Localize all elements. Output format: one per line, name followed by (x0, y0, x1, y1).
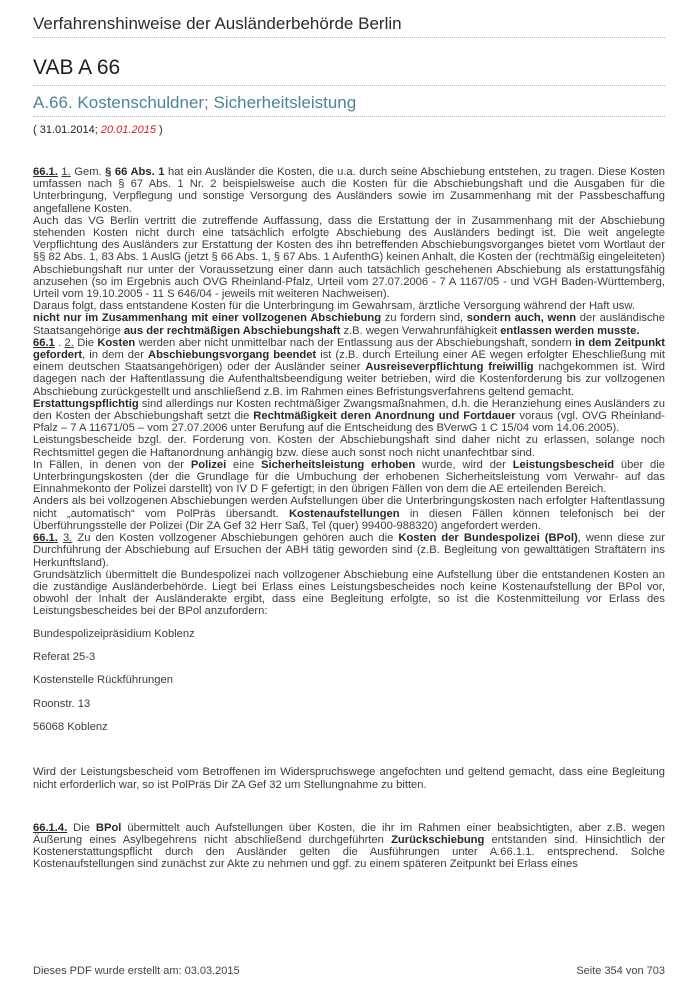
text: entstanden sind. Hinsichtlich der Kostenerstattungspflicht durch den Ausländer gelten die Ausführungen unter A.66.1.1. entsprechend. Solche Kostenaufstellungen sind zunächst zur Akte zu nehmen und ggf. zu einem späteren Zeitpunkt bei Erlass eines (33, 834, 665, 871)
date-line (33, 124, 163, 136)
date-updated: 20.01.2015 (100, 124, 156, 136)
text: Die (67, 821, 96, 834)
text: der ausländische Staatsangehörige (33, 312, 665, 337)
address-line: 56068 Koblenz (33, 721, 108, 734)
spacer (33, 744, 665, 766)
date-open: ( 31.01.2014; (33, 124, 101, 136)
section-ref: 66.1 (33, 336, 55, 349)
text: werden aber nicht unmittelbar nach der Entlassung aus der Abschiebungshaft, sondern (135, 336, 576, 349)
address-line: Kostenstelle Rückführungen (33, 674, 173, 687)
bold-text: BPol (95, 821, 122, 834)
bold-text: § 66 Abs. 1 (105, 166, 165, 178)
text: In Fällen, in denen von der (33, 458, 191, 471)
bold-text: nicht nur im Zusammenhang mit einer vollzogenen Abschiebung (33, 312, 382, 325)
bold-text: Leistungsbescheid (512, 458, 615, 471)
bold-text: Abschiebungsvorgang beendet (148, 349, 317, 362)
document-page (33, 0, 665, 990)
section-ref: 66.1. (33, 166, 58, 178)
bold-text: Polizei (190, 458, 227, 471)
paragraph-anders-als (33, 495, 665, 532)
paragraph-in-faellen (33, 459, 665, 496)
text: nachgekommen ist. Wird dagegen nach der Haftentlassung die Aufenthaltsbeendigung weiter betrieben, wird die Kostenforderung bis zur vollzogenen Abschiebung zurückgestellt und anschließend z.B. im Rahmen eines Befristungsverfahrens geltend gemacht. (33, 361, 666, 398)
section-title: A.66. Kostenschuldner; Sicherheitsleistung (33, 93, 357, 112)
title-divider (33, 85, 665, 86)
address-line: Roonstr. 13 (33, 697, 91, 710)
bold-text: Kosten (97, 336, 136, 349)
section-number: 3. (62, 532, 73, 545)
bold-text: Zurückschiebung (391, 834, 485, 847)
text: Zu den Kosten vollzogener Abschiebungen gehören auch die (72, 532, 399, 545)
paragraph-widerspruch: Wird der Leistungsbescheid vom Betroffenen im Widerspruchswege angefochten und geltend gemacht, dass eine Begleitung nicht erforderlich war, so ist PolPräs Dir ZA Gef 32 um Stellungnahme zu bitten. (33, 766, 665, 791)
paragraph-vg-berlin: Auch das VG Berlin vertritt die zutreffende Auffassung, dass die Erstattung der in Zusammenhang mit der Abschiebung stehenden Kosten nicht durch eine tatsächlich erfolgte Abschiebung des Ausländers bedingt ist. Die weit angelegte Verpflichtung des Ausländers zur Erstattung der Kosten des ihn betreffenden Abschiebungsvorganges bietet vom Wortlaut der §§ 82 Abs. 1, 83 Abs. 1 AuslG (jetzt § 66 Abs. 1, § 67 Abs. 1 AufenthG) keinen Anhalt, die Kosten der (rechtmäßig eingeleiteten) Abschiebungshaft nur unter der Voraussetzung einer dann auch tatsächlich geschehenen Abschiebung als erstattungsfähig anzusehen (so im Ergebnis auch OVG Rheinland-Pfalz, Urteil vom 27.07.2006 - 7 A 1167/05 - und VGH Baden-Württemberg, Urteil vom 19.10.2005 - 11 S 646/04 - jeweils mit weiteren Nachweisen). (33, 214, 665, 301)
text: übermittelt auch Aufstellungen über Kosten, die ihr im Rahmen einer beabsichtigten, aber z.B. wegen Äußerung eines Asylbegehrens nicht abschließend durchgeführten (33, 821, 665, 847)
document-title: VAB A 66 (33, 56, 121, 79)
bold-text: Ausreiseverpflichtung freiwillig (365, 361, 534, 374)
text: , in dem der (82, 349, 149, 362)
text: z.B. wegen Verwahrunfähigkeit (340, 324, 501, 337)
text: in diesen Fällen können telefonisch bei der Überführungsstelle der Polizei (Dir ZA Gef 32 Herr Saß, Tel (quer) 99400-988320) angefordert werden. (33, 507, 665, 532)
running-header: Verfahrenshinweise der Ausländerbehörde Berlin (33, 14, 402, 33)
section-number: 2. (64, 336, 74, 349)
text: wurde, wird der (415, 458, 513, 471)
section-ref: 66.1. (33, 532, 58, 545)
section-ref: 66.1.4. (33, 821, 68, 834)
text: über die Unterbringungskosten (der die Grundlage für die Umbuchung der erhobenen Sicherheitsleistung vom Verwahr- auf das Einnahmekonto der Polizei darstellt) von IV D F gefertigt; in den übrigen Fällen von dem die AE erteilenden Bereich. (33, 458, 665, 496)
text: . (54, 336, 65, 349)
paragraph-grundsaetzlich: Grundsätzlich übermittelt die Bundespolizei nach vollzogener Abschiebung eine Aufstellung über die entstandenen Kosten an die zuständige Ausländerbehörde. Liegt bei Erlass eines Leistungsbescheides noch keine Kostenaufstellung der BPol vor, obwohl der Inhalt der Ausländerakte ergibt, dass eine Begleitung erfolgte, so ist die Kostenmitteilung vor Erlass des Leistungsbescheides bei der BPol anzufordern: (33, 568, 665, 618)
footer-created-date: Dieses PDF wurde erstellt am: 03.03.2015 (33, 965, 240, 977)
text: eine (226, 458, 262, 471)
bold-text: Erstattungspflichtig (33, 397, 139, 410)
bold-text: aus der rechtmäßigen Abschiebungshaft (123, 324, 341, 337)
paragraph-leistungsbescheide: Leistungsbescheide bzgl. der. Forderung von. Kosten der Abschiebungshaft sind daher nicht zu erlassen, solange noch Rechtsmittel gegen die Haftanordnung anhängig bzw. diese auch sonst noch nicht unanfechtbar sind. (33, 434, 665, 459)
bold-text: entlassen werden musste. (500, 324, 640, 337)
bold-text: Sicherheitsleistung erhoben (261, 458, 416, 471)
section-divider (33, 116, 665, 117)
paragraph-66-1-2 (33, 337, 665, 398)
section-number: 1. (61, 166, 71, 178)
text: Anders als bei vollzogenen Abschiebungen werden Aufstellungen über die Unterbringungskosten nach erfolgter Haftentlassung nicht „automatisch“ vom PolPräs übersandt. (33, 495, 665, 520)
bold-text: Rechtmäßigkeit deren Anordnung und Fortdauer (253, 410, 516, 423)
text: , wenn diese zur Durchführung der Abschiebung auf Ersuchen der ABH tätig geworden sind (z.B. Begleitung von gewalttätigen Straftätern ins Herkunftsland). (33, 532, 665, 569)
paragraph-nicht-nur (33, 312, 665, 336)
text: zu fordern sind, (381, 312, 467, 325)
body-text (33, 166, 665, 871)
spacer (33, 791, 665, 822)
bold-text: Kostenaufstellungen (288, 507, 400, 520)
text: Gem. (70, 166, 106, 178)
address-line: Bundespolizeipräsidium Koblenz (33, 627, 195, 640)
paragraph-66-1-4 (33, 822, 665, 871)
paragraph-daraus-folgt: Daraus folgt, dass entstandene Kosten für die Unterbringung im Gewahrsam, ärztliche Versorgung während der Haft usw. (33, 300, 635, 313)
paragraph-66-1-3 (33, 532, 665, 569)
paragraph-66-1-1 (33, 166, 665, 215)
date-close: ) (155, 124, 163, 136)
text: ist (z.B. durch Erteilung einer AE wegen erfolgter Eheschließung mit einem deutschen Staatsangehörigen) oder der Ausländer seiner (33, 349, 665, 374)
bold-text: in dem Zeitpunkt gefordert (33, 336, 665, 362)
text: voraus (vgl. OVG Rheinland-Pfalz – 7 A 11671/05 – vom 27.07.2006 unter Berufung auf die Entscheidung des BVerwG 1 C 15/04 vom 14.06.2005). (33, 410, 665, 435)
address-block (33, 628, 665, 734)
bold-text: sondern auch, wenn (466, 312, 577, 325)
text: Die (73, 336, 98, 349)
bold-text: Kosten der Bundespolizei (BPol) (398, 532, 578, 545)
address-line: Referat 25-3 (33, 650, 96, 663)
paragraph-erstattungspflichtig (33, 398, 665, 435)
header-divider (33, 37, 665, 38)
text: hat ein Ausländer die Kosten, die u.a. durch seine Abschiebung entstehen, zu tragen. Diese Kosten umfassen nach § 67 Abs. 1 Nr. 2 beispielsweise auch die Kosten für die Abschiebungshaft und die Ausgaben für die Unterbringung, Verpflegung und sonstige Versorgung des Ausländers sowie im Zusammenhang mit der Passbeschaffung angefallene Kosten. (33, 166, 665, 215)
footer-page-number: Seite 354 von 703 (576, 965, 665, 977)
text: sind allerdings nur Kosten rechtmäßiger Zwangsmaßnahmen, d.h. die Heranziehung eines Ausländers zu den Kosten der Abschiebungshaft setzt die (33, 397, 665, 423)
